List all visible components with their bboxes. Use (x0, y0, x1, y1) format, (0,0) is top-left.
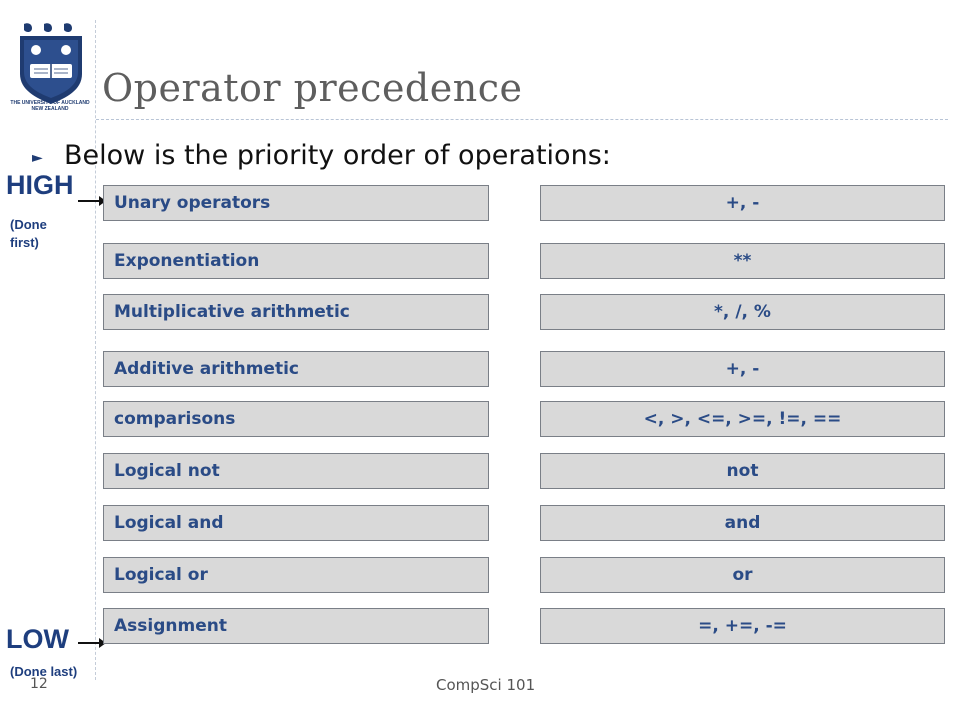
category-assignment: Assignment (103, 608, 489, 644)
bullet-text: Below is the priority order of operations: (64, 140, 611, 171)
slide-title: Operator precedence (102, 66, 523, 110)
high-priority-note: (Done first) (10, 217, 47, 250)
operators-logical-not: not (540, 453, 945, 489)
operators-unary: +, - (540, 185, 945, 221)
operators-logical-or: or (540, 557, 945, 593)
high-pointer-arrow-icon (78, 200, 102, 202)
category-multiplicative: Multiplicative arithmetic (103, 294, 489, 330)
operators-comparisons: <, >, <=, >=, !=, == (540, 401, 945, 437)
title-divider (96, 119, 948, 120)
operators-additive: +, - (540, 351, 945, 387)
low-pointer-arrow-icon (78, 642, 102, 644)
category-logical-or: Logical or (103, 557, 489, 593)
category-exponentiation: Exponentiation (103, 243, 489, 279)
operators-assignment: =, +=, -= (540, 608, 945, 644)
operators-exponentiation: ** (540, 243, 945, 279)
course-name: CompSci 101 (436, 676, 536, 694)
category-unary-operators: Unary operators (103, 185, 489, 221)
category-logical-not: Logical not (103, 453, 489, 489)
logo-caption: THE UNIVERSITY OF AUCKLAND NEW ZEALAND (10, 100, 90, 112)
operators-multiplicative: *, /, % (540, 294, 945, 330)
bullet-arrow-icon: ► (32, 150, 43, 166)
low-priority-label: LOW (6, 624, 69, 654)
low-priority-note: (Done last) (10, 664, 78, 679)
high-priority-label: HIGH (6, 170, 74, 200)
category-comparisons: comparisons (103, 401, 489, 437)
operators-logical-and: and (540, 505, 945, 541)
category-additive: Additive arithmetic (103, 351, 489, 387)
university-crest-logo (14, 22, 88, 112)
category-logical-and: Logical and (103, 505, 489, 541)
slide-number: 12 (30, 676, 48, 692)
